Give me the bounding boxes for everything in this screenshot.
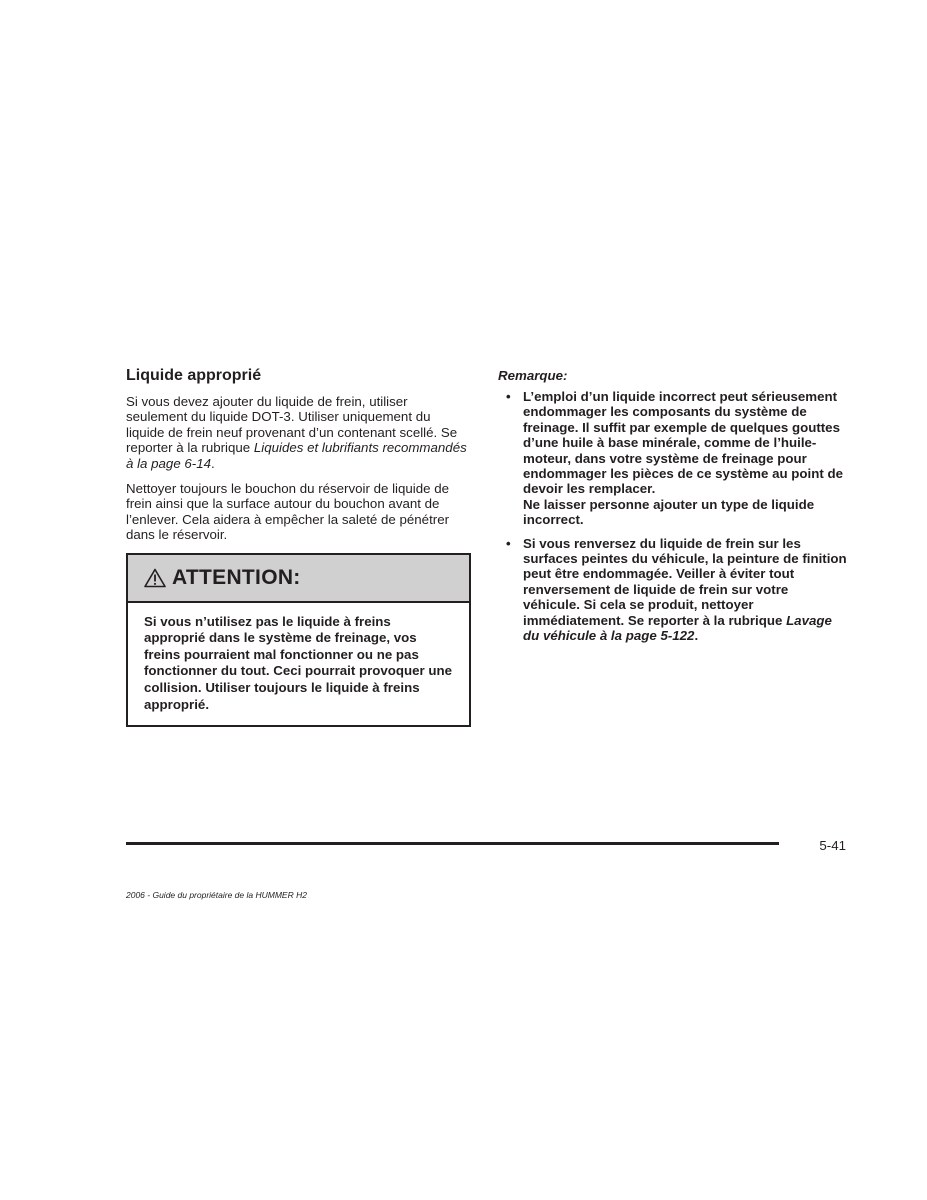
left-column [126,366,471,727]
page-number: 5-41 [819,838,846,853]
footer-note: 2006 - Guide du propriétaire de la HUMMER H2 [126,890,307,900]
section-heading: Liquide approprié [126,367,262,384]
paragraph-dot3 [126,394,471,471]
remarque-list [498,389,848,644]
attention-header [128,555,469,603]
remarque-label: Remarque: [498,368,568,383]
list-item [498,536,848,644]
bullet-marker: • [506,389,511,404]
bullet1-extra: Ne laisser personne ajouter un type de liquide incorrect. [523,496,815,528]
paragraph-dot3-end: . [211,455,215,471]
attention-box [126,553,471,728]
attention-title: ATTENTION: [172,565,301,589]
paragraph-clean-cap: Nettoyer toujours le bouchon du réservoir de liquide de frein ainsi que la surface autour du bouchon avant de l’enlever. Cela aidera à empêcher la saleté de pénétrer dans le réservoir. [126,481,450,543]
bullet1-text: L’emploi d’un liquide incorrect peut sérieusement endommager les composants du système de freinage. Il suffit par exemple de quelques gouttes d’une huile à base minérale, comme de l’huile-moteur, dans votre système de freinage pour endommager les pièces de ce système au point de devoir les remplacer. [523,389,843,497]
right-column [498,368,848,652]
footer-divider [126,842,779,845]
bullet2-text: Si vous renversez du liquide de frein sur les surfaces peintes du véhicule, la peinture de finition peut être endommagée. Veiller à éviter tout renversement de liquide de frein sur votre véhicule. Si cela se produit, nettoyer immédiatement. Se reporter à la rubrique [523,535,847,628]
paragraph-dot3-text: Si vous devez ajouter du liquide de frein, utiliser seulement du liquide DOT-3. Utiliser uniquement du liquide de frein neuf provenant d’un contenant scellé. Se reporter à la rubrique [126,394,458,456]
list-item [498,389,848,528]
bullet-marker: • [506,535,511,551]
reference-vehicle-washing: Lavage du véhicule à la page 5-122 [523,612,832,644]
reference-fluids-lubricants: Liquides et lubrifiants recommandés à la page 6-14 [126,440,467,471]
warning-triangle-icon [144,568,166,588]
bullet2-end: . [694,628,699,644]
attention-body: Si vous n’utilisez pas le liquide à freins approprié dans le système de freinage, vos freins pourraient mal fonctionner ou ne pas fonctionner du tout. Ceci pourrait provoquer une collision. Utiliser toujours le liquide à freins approprié. [144,613,453,712]
